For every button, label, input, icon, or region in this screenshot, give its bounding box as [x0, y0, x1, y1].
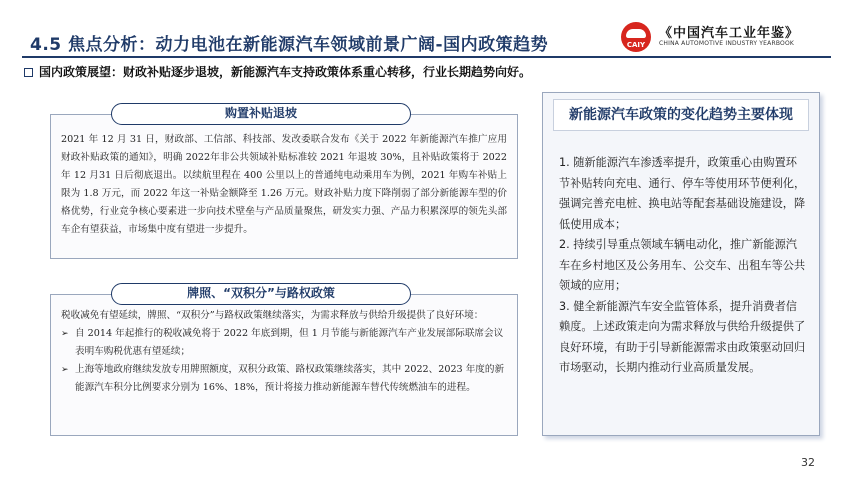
subsidy-body: 2021 年 12 月 31 日，财政部、工信部、科技部、发改委联合发布《关于 2022 年新能源汽车推广应用财政补贴政策的通知》，明确 2022年非公共领域补贴标准较 2021 年退坡 30%，且补贴政策将于 2022 年 12 月31 日后彻底退出。以续航里程在 400 公里以上的普通纯电动乘用车为例，2021 年购车补贴上限为 1.8 万元，而 2022 年这一补贴金额降至 1.26 万元。财政补贴力度下降削弱了部分新能源车型的价格优势，行业竞争核心要素进一步向技术壁垒与产品质量聚焦，研发实力强、产品力积累深厚的领先头部车企有望获益，市场集中度有望进一步提升。	[61, 134, 507, 235]
policy-trend-body	[559, 153, 807, 379]
trend-point: 2. 持续引导重点领域车辆电动化，推广新能源汽车在乡村地区及公务用车、公交车、出租车等公共领域的应用；	[559, 238, 806, 292]
header-divider	[22, 56, 831, 58]
license-intro: 税收减免有望延续，牌照、“双积分”与路权政策继续落实，为需求释放与供给升级提供了良好环境：	[61, 310, 484, 321]
license-panel	[50, 286, 518, 436]
page-number: 32	[801, 456, 815, 469]
list-item: ➢ 上海等地政府继续发放专用牌照额度，双积分政策、路权政策继续落实，其中 2022、2023 年度的新能源汽车积分比例要求分别为 16%、18%，预计将接力推动新能源车替代传统燃油车的进程。	[61, 361, 507, 397]
policy-trend-panel	[542, 92, 820, 436]
square-bullet-icon	[24, 68, 33, 77]
subsidy-panel	[50, 106, 518, 259]
logo-english-text: CHINA AUTOMOTIVE INDUSTRY YEARBOOK	[659, 40, 795, 47]
subtitle-text: 国内政策展望：财政补贴逐步退坡，新能源汽车支持政策体系重心转移，行业长期趋势向好。	[39, 65, 532, 79]
section-subtitle	[24, 63, 531, 80]
list-item: ➢ 自 2014 年起推行的税收减免将于 2022 年底到期，但 1 月节能与新能源汽车产业发展部际联席会议表明车购税优惠有望延续；	[61, 325, 507, 361]
license-heading: 牌照、“双积分”与路权政策	[111, 283, 411, 305]
caiy-logo-icon: CAIY	[621, 22, 651, 52]
trend-point: 1. 随新能源汽车渗透率提升，政策重心由购置环节补贴转向充电、通行、停车等使用环节便利化，强调完善充电桩、换电站等配套基础设施建设，降低使用成本；	[559, 156, 806, 231]
page-title: 4.5 焦点分析：动力电池在新能源汽车领域前景广阔-国内政策趋势	[30, 35, 549, 55]
logo-chinese-text: 《中国汽车工业年鉴》	[659, 26, 800, 41]
subsidy-heading: 购置补贴退坡	[111, 103, 411, 125]
yearbook-logo	[621, 20, 831, 54]
policy-trend-heading: 新能源汽车政策的变化趋势主要体现	[553, 99, 809, 131]
trend-point: 3. 健全新能源汽车安全监管体系，提升消费者信赖度。上述政策走向为需求释放与供给升级提供了良好环境，有助于引导新能源需求由政策驱动回归市场驱动，长期内推动行业高质量发展。	[559, 299, 806, 374]
license-body	[61, 307, 507, 397]
